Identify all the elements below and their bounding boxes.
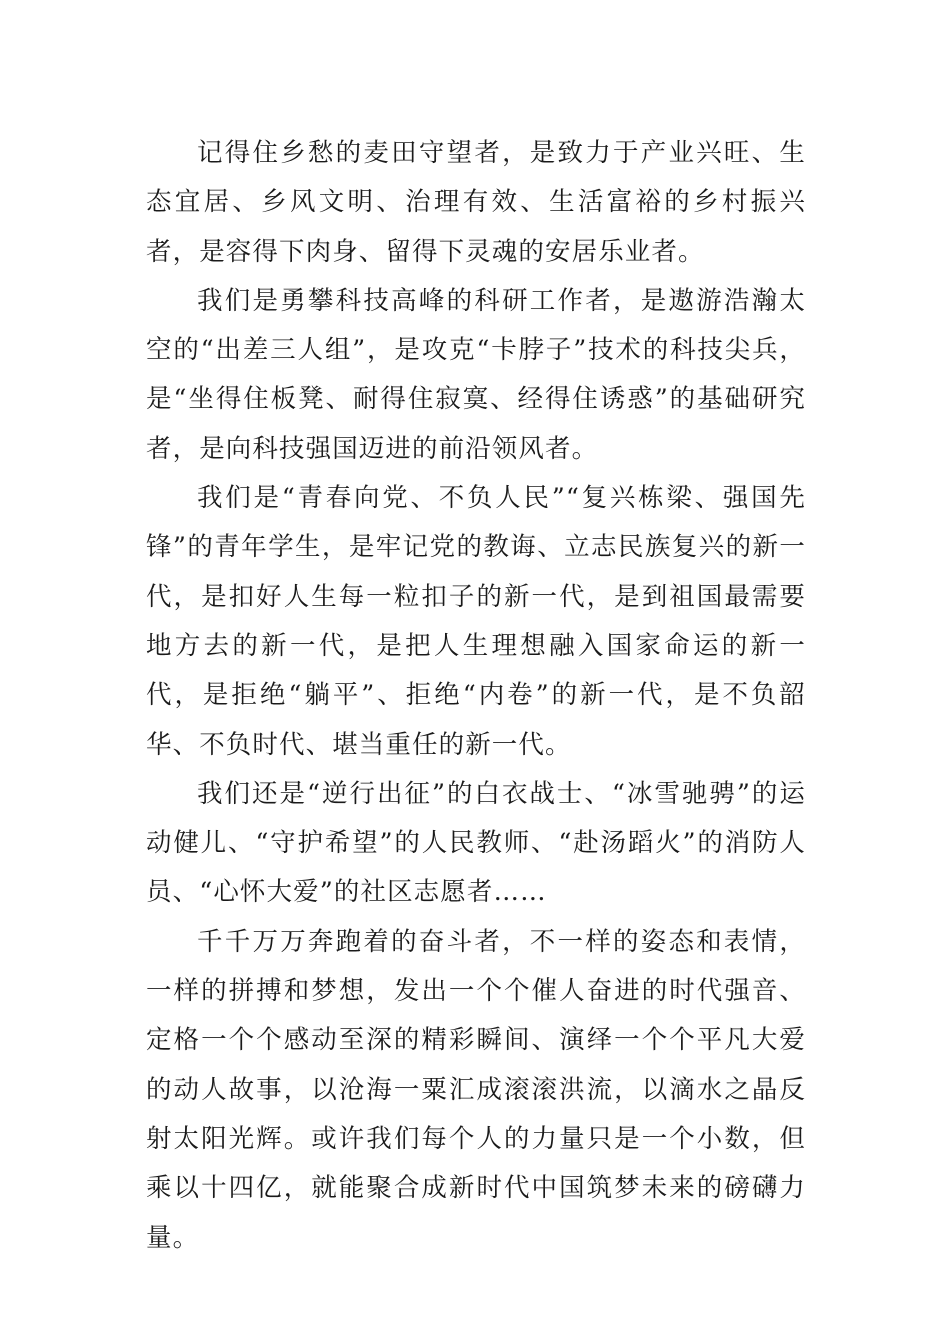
paragraph-frontline-workers: 我们还是“逆行出征”的白衣战士、“冰雪驰骋”的运动健儿、“守护希望”的人民教师、“赴汤蹈火”的消防人员、“心怀大爱”的社区志愿者…… bbox=[146, 778, 806, 908]
paragraph-strivers: 千千万万奔跑着的奋斗者，不一样的姿态和表情，一样的拼搏和梦想，发出一个个催人奋进的时代强音、定格一个个感动至深的精彩瞬间、演绎一个个平凡大爱的动人故事，以沧海一粟汇成滚滚洪流，以滴水之晶反射太阳光辉。或许我们每个人的力量只是一个小数，但乘以十四亿，就能聚合成新时代中国筑梦未来的磅礴力量。 bbox=[146, 926, 806, 1253]
paragraph-young-students: 我们是“青春向党、不负人民”“复兴栋梁、强国先锋”的青年学生，是牢记党的教诲、立志民族复兴的新一代，是扣好人生每一粒扣子的新一代，是到祖国最需要地方去的新一代，是把人生理想融入国家命运的新一代，是拒绝“躺平”、拒绝“内卷”的新一代，是不负韶华、不负时代、堪当重任的新一代。 bbox=[146, 483, 806, 760]
paragraph-rural-revitalization: 记得住乡愁的麦田守望者，是致力于产业兴旺、生态宜居、乡风文明、治理有效、生活富裕的乡村振兴者，是容得下肉身、留得下灵魂的安居乐业者。 bbox=[146, 138, 806, 267]
body-text bbox=[146, 129, 806, 1263]
paragraph-science-workers: 我们是勇攀科技高峰的科研工作者，是遨游浩瀚太空的“出差三人组”，是攻克“卡脖子”技术的科技尖兵，是“坐得住板凳、耐得住寂寞、经得住诱惑”的基础研究者，是向科技强国迈进的前沿领风者。 bbox=[146, 285, 806, 464]
